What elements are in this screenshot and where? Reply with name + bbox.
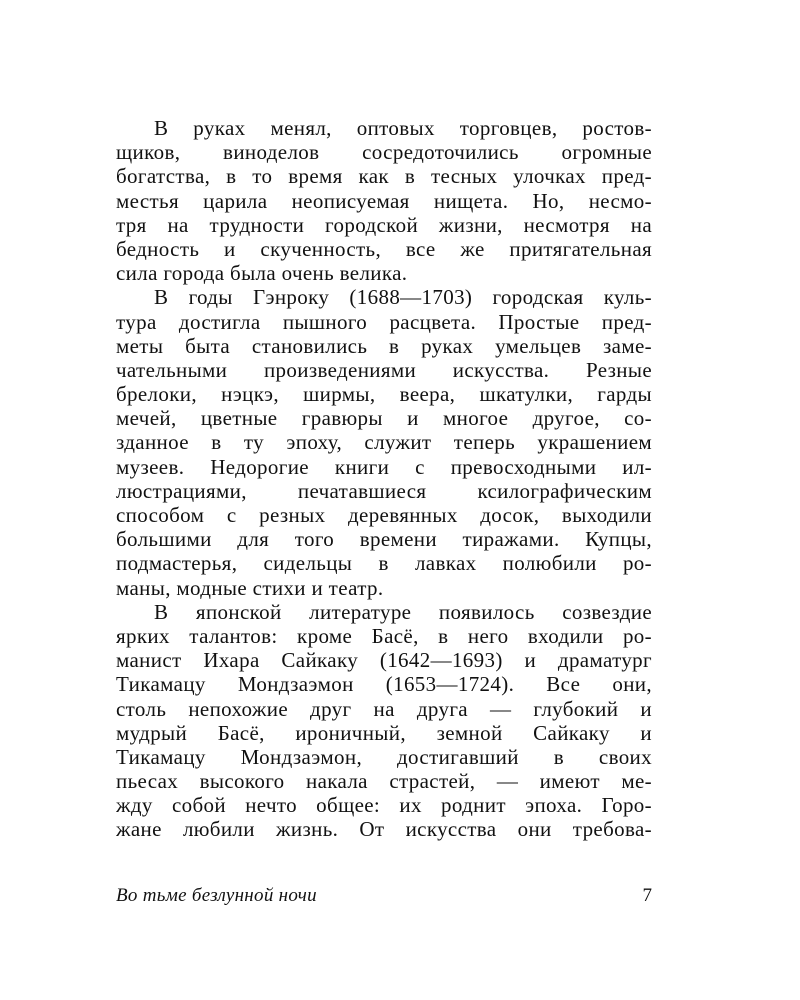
text-line: ярких талантов: кроме Басё, в него входили ро- — [116, 623, 652, 648]
running-title: Во тьме безлунной ночи — [116, 885, 317, 906]
paragraph-3 — [116, 600, 652, 842]
text-line: способом с резных деревянных досок, выходили — [116, 503, 652, 527]
text-line: местья царила неописуемая нищета. Но, несмо- — [116, 188, 652, 213]
text-line: сила города была очень велика. — [116, 261, 408, 286]
text-line: богатства, в то время как в тесных улочках пред- — [116, 164, 652, 189]
text-line: подмастерья, сидельцы в лавках полюбили ро- — [116, 551, 652, 576]
text-line: пьесах высокого накала страстей, — имеют ме- — [116, 769, 652, 794]
text-line: жане любили жизнь. От искусства они требова- — [116, 817, 652, 842]
text-line: бедность и скученность, все же притягательная — [116, 236, 652, 261]
text-line: щиков, виноделов сосредоточились огромные — [116, 140, 652, 165]
text-line: люстрациями, печатавшиеся ксилографическим — [116, 478, 652, 503]
text-line: большими для того времени тиражами. Купцы, — [116, 527, 652, 552]
text-line: В руках менял, оптовых торговцев, ростов- — [154, 116, 652, 140]
text-line: меты быта становились в руках умельцев заме- — [116, 333, 652, 358]
text-line: В японской литературе появилось созвездие — [154, 599, 652, 624]
text-line: мечей, цветные гравюры и многое другое, со- — [116, 406, 652, 431]
page-number: 7 — [642, 885, 652, 906]
text-line: мудрый Басё, ироничный, земной Сайкаку и — [116, 720, 652, 745]
paragraph-2 — [116, 285, 652, 599]
text-line: В годы Гэнроку (1688—1703) городская куль- — [154, 285, 652, 310]
text-line: брелоки, нэцкэ, ширмы, веера, шкатулки, гарды — [116, 382, 652, 407]
text-line: чательными произведениями искусства. Резные — [116, 357, 652, 382]
text-line: зданное в ту эпоху, служит теперь украшением — [116, 430, 652, 455]
paragraph-1 — [116, 116, 652, 285]
text-line: маны, модные стихи и театр. — [116, 575, 384, 600]
text-line: Тикамацу Мондзаэмон (1653—1724). Все они, — [116, 672, 652, 697]
text-line: тря на трудности городской жизни, несмотря на — [116, 212, 652, 237]
text-line: жду собой нечто общее: их роднит эпоха. Горо- — [116, 793, 652, 818]
body-text — [116, 116, 652, 842]
text-line: Тикамацу Мондзаэмон, достигавший в своих — [116, 744, 652, 769]
text-line: манист Ихара Сайкаку (1642—1693) и драматург — [116, 648, 652, 673]
text-line: столь непохожие друг на друга — глубокий и — [116, 696, 652, 721]
text-line: тура достигла пышного расцвета. Простые пред- — [116, 309, 652, 334]
text-line: музеев. Недорогие книги с превосходными ил- — [116, 454, 652, 479]
